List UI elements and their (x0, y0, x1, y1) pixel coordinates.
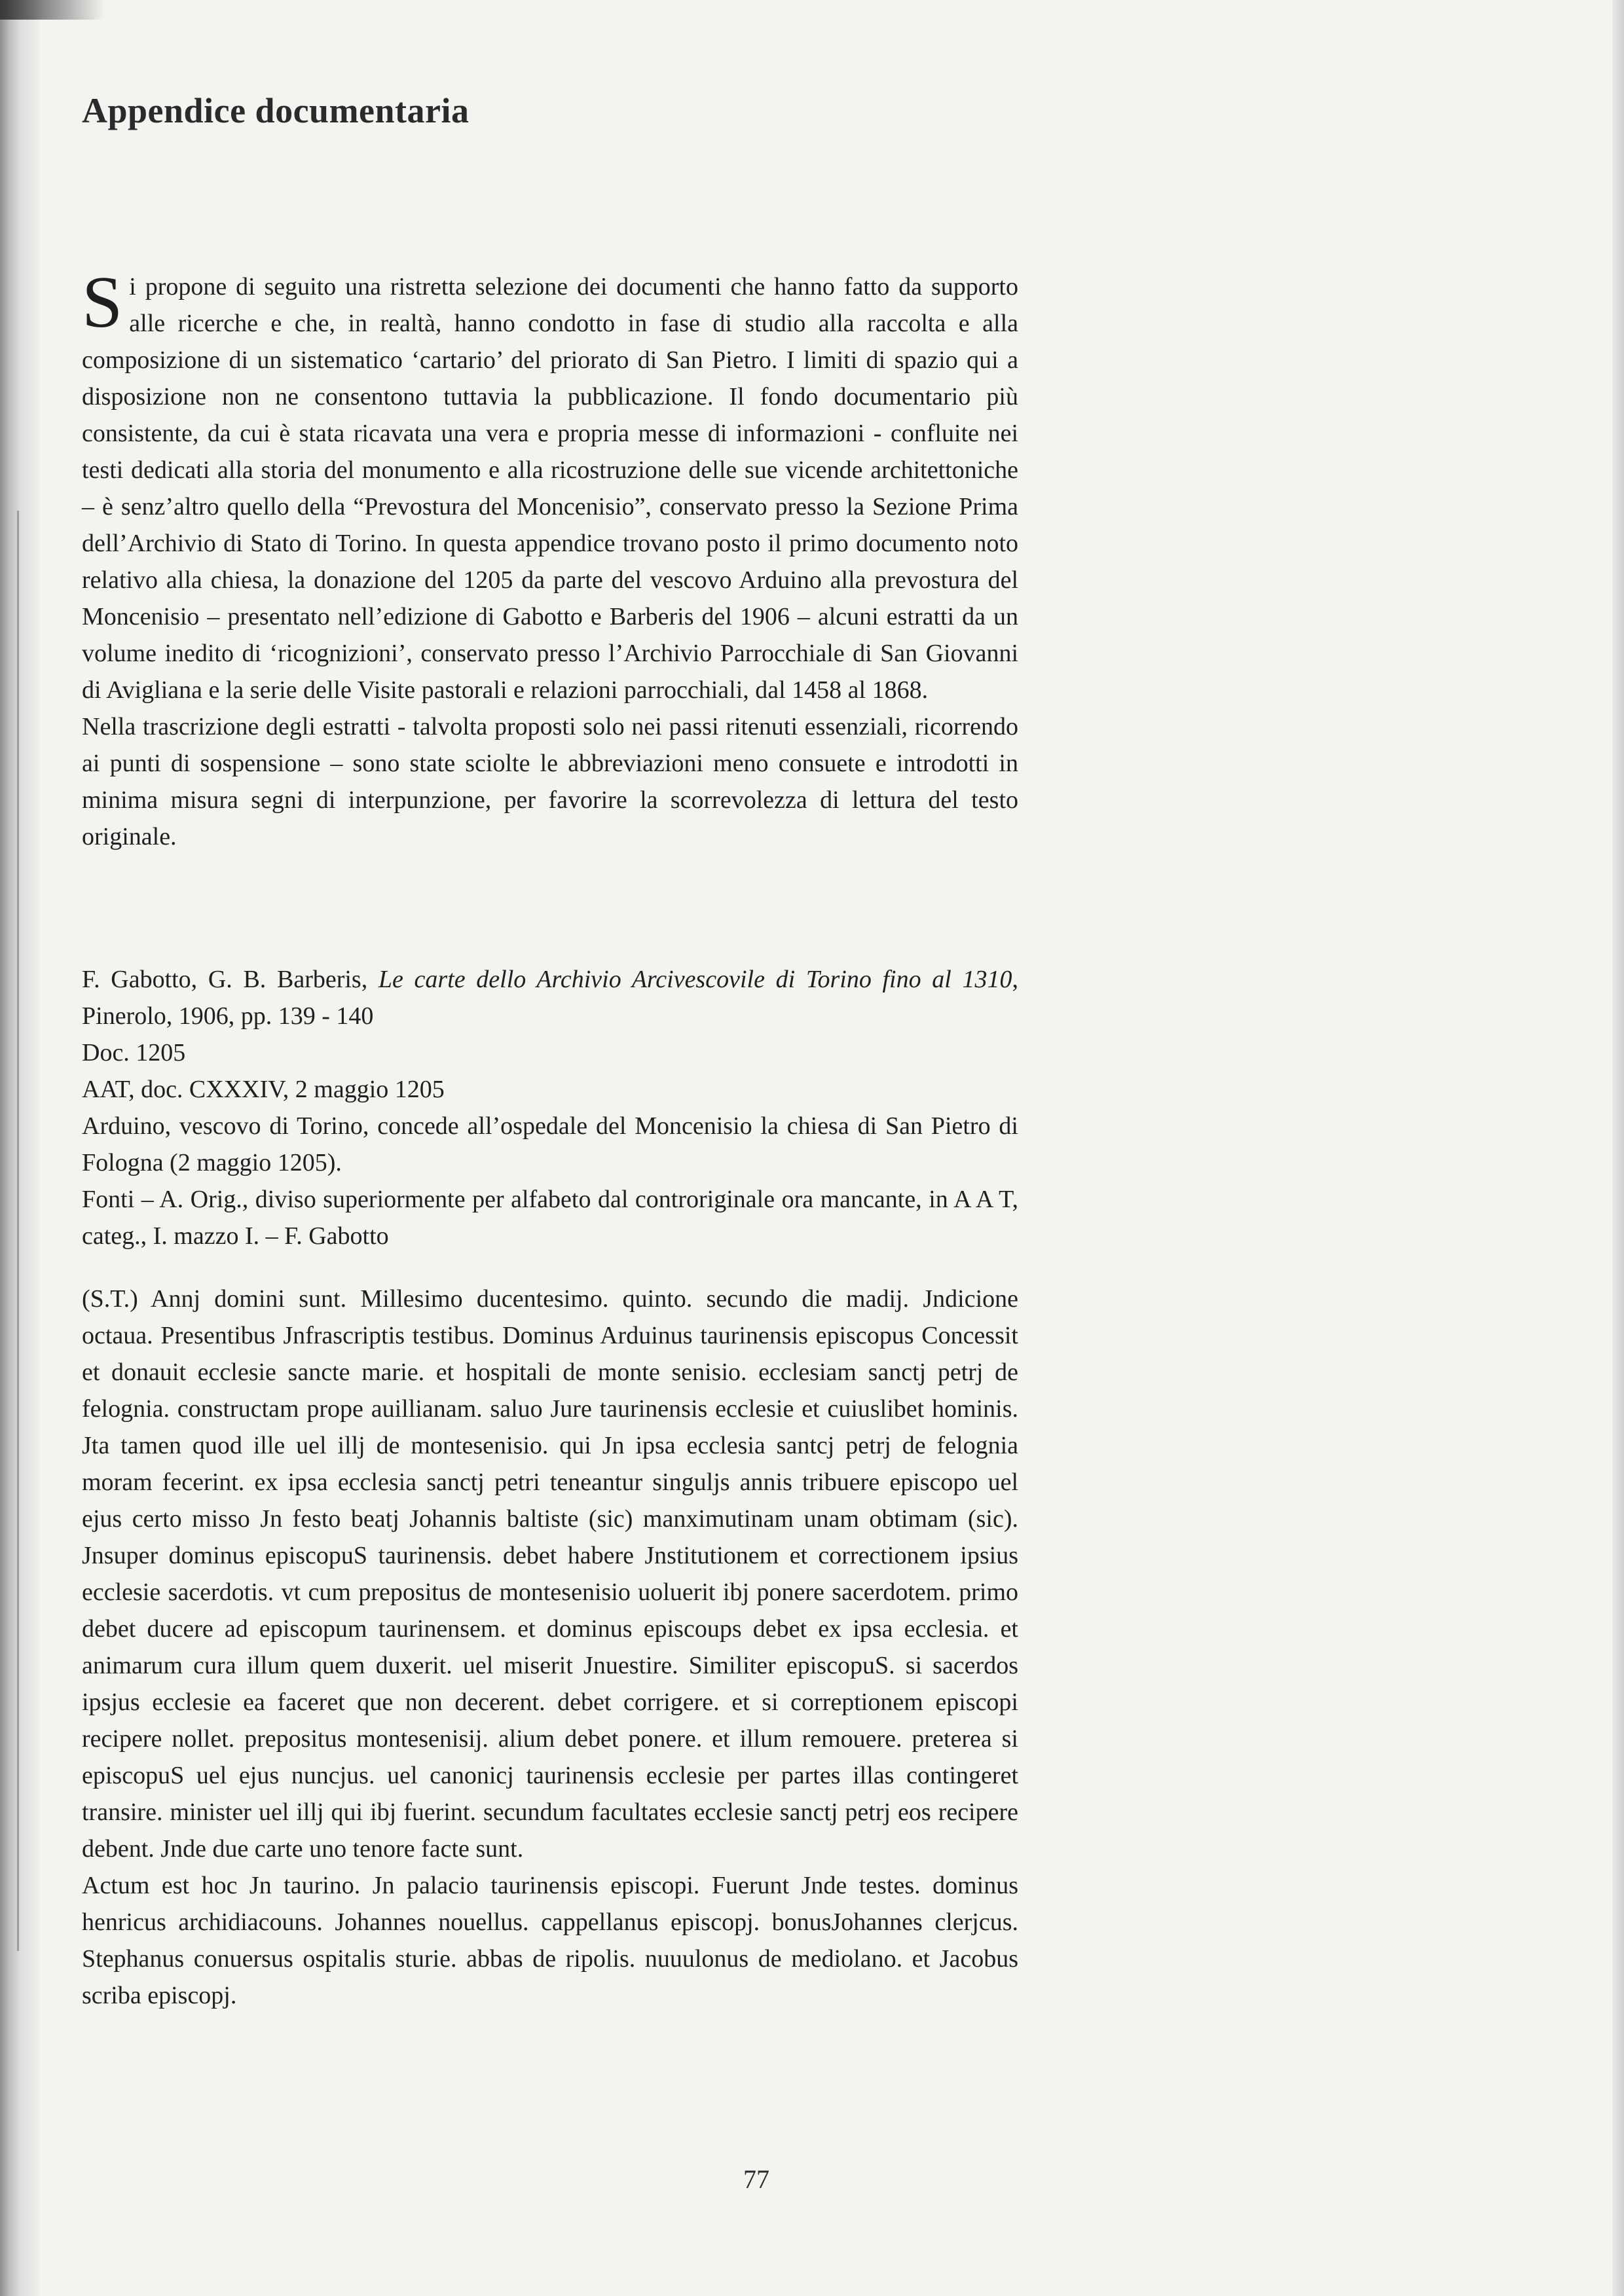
intro-section (82, 262, 1018, 855)
page-edge (1612, 0, 1624, 2296)
bibliographic-reference (82, 961, 1018, 1034)
page-number: 77 (743, 2164, 769, 2194)
latin-paragraph-2: Actum est hoc Jn taurino. Jn palacio taurinensis episcopi. Fuerunt Jnde testes. dominus henricus archidiacouns. Johannes nouellus. cappellanus episcopj. bonusJohannes clerjcus. Stephanus conuersus ospitalis sturie. abbas de ripolis. nuuulonus de mediolano. et Jacobus scriba episcopj. (82, 1872, 1018, 2009)
reference-authors: F. Gabotto, G. B. Barberis, (82, 966, 378, 993)
latin-paragraph-1: (S.T.) Annj domini sunt. Millesimo ducentesimo. quinto. secundo die madij. Jndicione octaua. Presentibus Jnfrascriptis testibus. Dominus Arduinus taurinensis episcopus Concessit et donauit ecclesie sancte marie. et hospitali de monte senisio. ecclesiam sanctj petrj de felognia. constructam prope auillianam. saluo Jure taurinensis ecclesie et cuiuslibet hominis. Jta tamen quod ille uel illj de montesenisio. qui Jn ipsa ecclesia santcj petrj de felognia moram fecerint. ex ipsa ecclesia sanctj petri teneantur singuljs annis tribuere episcopo uel ejus certo misso Jn festo beatj Johannis baltiste (sic) manximutinam unam obtimam (sic). Jnsuper dominus episcopuS taurinensis. debet habere Jnstitutionem et correctionem ipsius ecclesie sacerdotis. vt cum prepositus de montesenisio uoluerit ibj ponere sacerdotem. primo debet ducere ad episcopum taurinensem. et dominus episcoups debet ex ipsa ecclesia. et animarum cura illum quem duxerit. uel miserit Jnuestire. Similiter episcopuS. si sacerdos ipsjus ecclesie ea faceret que non decerent. debet corrigere. et si correptionem episcopi recipere nollet. prepositus montesenisij. alium debet ponere. et illum remouere. preterea si episcopuS uel ejus nuncjus. uel canonicj taurinensis ecclesie per partes illas contingeret transire. minister uel illj qui ibj fuerint. secundum facultates ecclesie sanctj petrj eos recipere debent. Jnde due carte uno tenore facte sunt. (82, 1285, 1018, 1863)
binding-shadow (0, 0, 39, 2296)
intro-paragraph-2: Nella trascrizione degli estratti - talvolta proposti solo nei passi ritenuti essenziali, ricorrendo ai punti di sospensione – sono state sciolte le abbreviazioni meno consuete e introdotti in minima misura segni di interpunzione, per favorire la scorrevolezza di lettura del testo originale. (82, 713, 1018, 850)
drop-cap: S (82, 262, 123, 343)
intro-paragraph-1-text: i propone di seguito una ristretta selezione dei documenti che hanno fatto da supporto alle ricerche e che, in realtà, hanno condotto in fase di studio alla raccolta e alla composizione di un sistematico ‘cartario’ del priorato di San Pietro. I limiti di spazio qui a disposizione non ne consentono tuttavia la pubblicazione. Il fondo documentario più consistente, da cui è stata ricavata una vera e propria messe di informazioni - confluite nei testi dedicati alla storia del monumento e alla ricostruzione delle sue vicende architettoniche – è senz’altro quello della “Prevostura del Moncenisio”, conservato presso la Sezione Prima dell’Archivio di Stato di Torino. In questa appendice trovano posto il primo documento noto relativo alla chiesa, la donazione del 1205 da parte del vescovo Arduino alla prevostura del Moncenisio – presentato nell’edizione di Gabotto e Barberis del 1906 – alcuni estratti da un volume inedito di ‘ricognizioni’, conservato presso l’Archivio Parrocchiale di San Giovanni di Avigliana e la serie delle Visite pastorali e relazioni parrocchiali, dal 1458 al 1868. (82, 273, 1018, 704)
page-title: Appendice documentaria (82, 91, 470, 130)
document-sources: Fonti – A. Orig., diviso superiormente per alfabeto dal controriginale ora mancante, in A A T, categ., I. mazzo I. – F. Gabotto (82, 1186, 1018, 1250)
reference-section (82, 961, 1018, 1254)
binding-line (17, 511, 19, 1951)
latin-transcription (82, 1281, 1018, 2014)
document-summary: Arduino, vescovo di Torino, concede all’ospedale del Moncenisio la chiesa di San Pietro di Fologna (2 maggio 1205). (82, 1112, 1018, 1176)
reference-publication: , Pinerolo, 1906, pp. 139 - 140 (82, 966, 1019, 1030)
doc-line: Doc. 1205 (82, 1039, 186, 1066)
intro-paragraph-1 (82, 262, 1018, 708)
aat-line: AAT, doc. CXXXIV, 2 maggio 1205 (82, 1076, 445, 1103)
reference-work-title: Le carte dello Archivio Arcivescovile di Torino fino al 1310 (378, 966, 1012, 993)
scan-corner (0, 0, 105, 20)
